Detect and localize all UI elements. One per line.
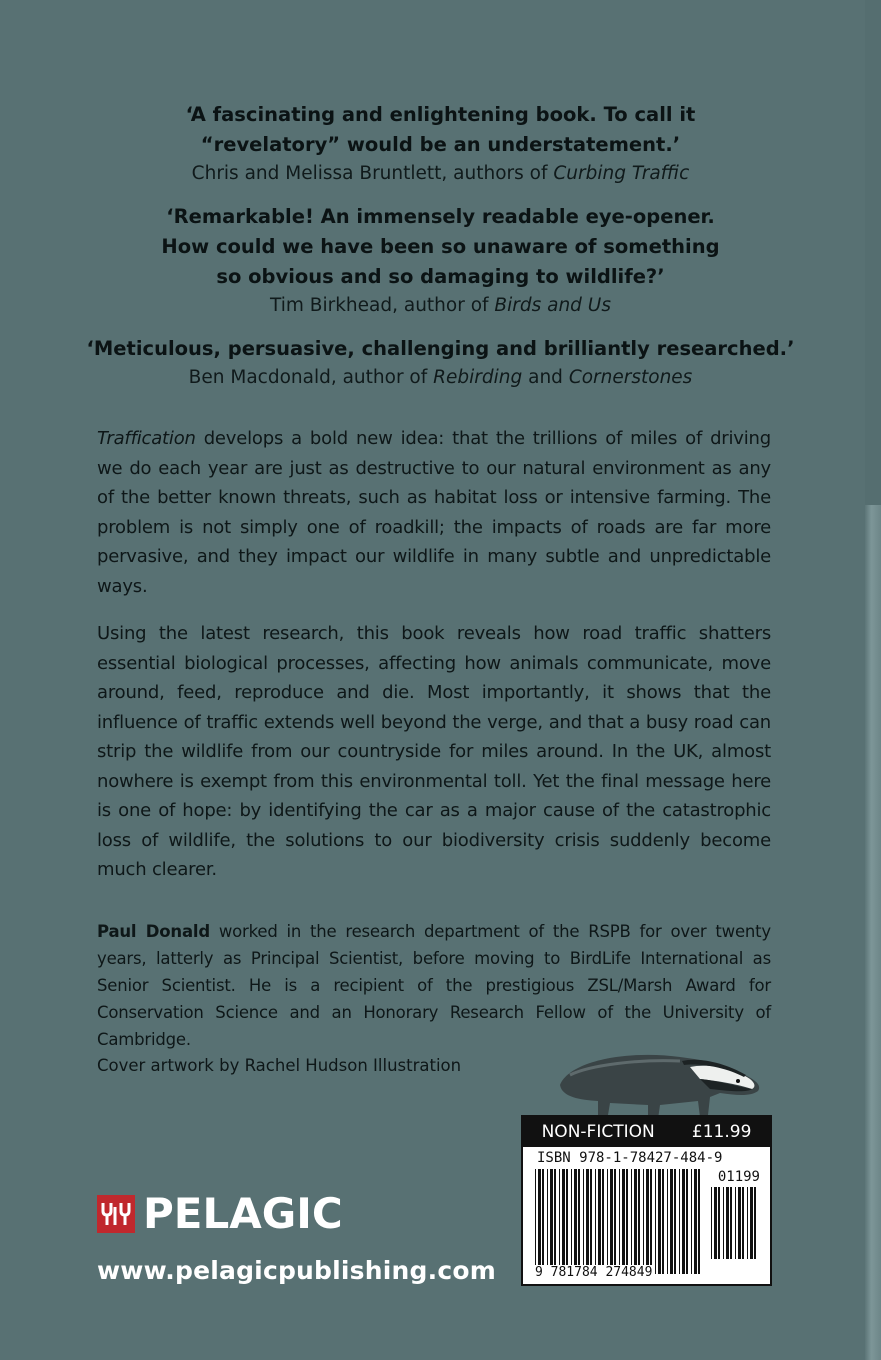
attribution-text: and [522,367,569,388]
barcode-addon [711,1187,759,1259]
barcode-bar [750,1187,753,1259]
quote-line: ‘Remarkable! An immensely readable eye-opener. [166,205,715,228]
quote-attribution [0,292,881,320]
blurb-paragraph-1 [97,424,771,601]
barcode-bar [643,1169,644,1274]
barcode-bar [730,1187,732,1259]
barcode-bar [735,1187,736,1259]
quote-line: “revelatory” would be an understatement.’ [200,133,681,156]
barcode-bar [559,1169,560,1274]
attribution-book-title: Birds and Us [494,295,611,316]
barcode-bar [602,1169,604,1274]
barcode-bar [634,1169,637,1274]
barcode-bar [646,1169,649,1274]
attribution-book-title: Rebirding [433,367,523,388]
barcode-bar [607,1169,608,1274]
quote-attribution [0,160,881,188]
badger-illustration [550,1045,770,1125]
barcode-bar [667,1169,668,1274]
bio-text: worked in the research department of the RSPB for over twenty years, latterly as Principal Scientist, before moving to BirdLife International as Senior Scientist. He is a recipient of the prestigious ZSL/Marsh Award for Conservation Science and an Honorary Research Fellow of the University of Cambridge. [97,922,771,1049]
barcode-bar [626,1169,628,1274]
barcode-bar [554,1169,556,1274]
barcode-bar [595,1169,596,1274]
quote-line: How could we have been so unaware of something [161,235,720,258]
review-quote-1 [0,100,881,188]
barcode-bar [542,1169,544,1274]
quote-line: ‘Meticulous, persuasive, challenging and brilliantly researched.’ [86,337,795,360]
quote-line: ‘A fascinating and enlightening book. To call it [185,103,696,126]
barcode-bar [598,1169,601,1274]
barcode-bar [674,1169,676,1274]
barcode-bar [547,1169,548,1274]
barcode-bar [714,1187,717,1259]
blurb-text: develops a bold new idea: that the trillions of miles of driving we do each year are just as destructive to our natural environment as any of the better known threats, such as habitat loss or intensive farming. The problem is not simply one of roadkill; the impacts of roads are far more pervasive, and they impact our wildlife in many subtle and unpredictable ways. [97,428,771,597]
barcode-bar [742,1187,744,1259]
author-bio [97,918,771,1053]
attribution-text: Chris and Melissa Bruntlett, authors of [191,163,554,184]
barcode-bar [726,1187,729,1259]
barcode-bar [718,1187,720,1259]
barcode-bar [590,1169,592,1274]
barcode-bar [638,1169,640,1274]
barcode-bar [535,1169,536,1274]
book-title: Traffication [97,428,196,449]
barcode [535,1169,703,1274]
barcode-bar [723,1187,724,1259]
review-quotes [0,100,881,406]
barcode-bar [538,1169,541,1274]
isbn-text: ISBN 978-1-78427-484-9 [537,1150,723,1166]
attribution-text: Tim Birkhead, author of [269,295,495,316]
barcode-bar [578,1169,580,1274]
cover-credit: Cover artwork by Rachel Hudson Illustration [97,1056,462,1075]
attribution-text: Ben Macdonald, author of [188,367,434,388]
pelagic-logo-icon [97,1195,135,1233]
barcode-bar [610,1169,613,1274]
barcode-bar [574,1169,577,1274]
price-band [523,1117,770,1147]
barcode-box [521,1115,772,1286]
barcode-bar [747,1187,748,1259]
publisher-website: www.pelagicpublishing.com [97,1256,496,1285]
category-label: NON-FICTION [541,1122,655,1142]
barcode-bar [619,1169,620,1274]
barcode-bar [566,1169,568,1274]
barcode-bar [662,1169,664,1274]
barcode-bar [586,1169,589,1274]
publisher-logo [97,1190,343,1238]
barcode-bar [738,1187,741,1259]
barcode-bar [571,1169,572,1274]
barcode-bar [698,1169,700,1274]
blurb-paragraph-2: Using the latest research, this book reveals how road traffic shatters essential biological processes, affecting how animals communicate, move around, feed, reproduce and die. Most importantly, it shows that the influence of traffic extends well beyond the verge, and that a busy road can strip the wildlife from our countryside for miles around. In the UK, almost nowhere is exempt from this environmental toll. Yet the final message here is one of hope: by identifying the car as a major cause of the catastrophic loss of wildlife, the solutions to our biodiversity crisis suddenly become much clearer. [97,623,771,880]
review-quote-3 [0,334,881,392]
barcode-bar [583,1169,584,1274]
barcode-bar [711,1187,712,1259]
barcode-bar [562,1169,565,1274]
barcode-bar [682,1169,685,1274]
barcode-bar [631,1169,632,1274]
ean-number: 9 781784 274849 [535,1265,655,1280]
barcode-bar [650,1169,652,1274]
barcode-bar [694,1169,697,1274]
barcode-bar [655,1169,656,1274]
author-name: Paul Donald [97,922,210,941]
quote-attribution [0,364,881,392]
barcode-bar [691,1169,692,1274]
barcode-bar [658,1169,661,1274]
barcode-bar [754,1187,756,1259]
review-quote-2 [0,202,881,320]
barcode-bar [686,1169,688,1274]
barcode-bar [550,1169,553,1274]
barcode-bar [670,1169,673,1274]
quote-line: so obvious and so damaging to wildlife?’ [216,265,665,288]
price-addon-number: 01199 [717,1169,760,1185]
price-label: £11.99 [691,1122,752,1142]
attribution-book-title: Cornerstones [568,367,693,388]
barcode-bar [614,1169,616,1274]
barcode-bar [622,1169,625,1274]
attribution-book-title: Curbing Traffic [553,163,690,184]
publisher-name: PELAGIC [143,1189,343,1238]
barcode-bar [679,1169,680,1274]
